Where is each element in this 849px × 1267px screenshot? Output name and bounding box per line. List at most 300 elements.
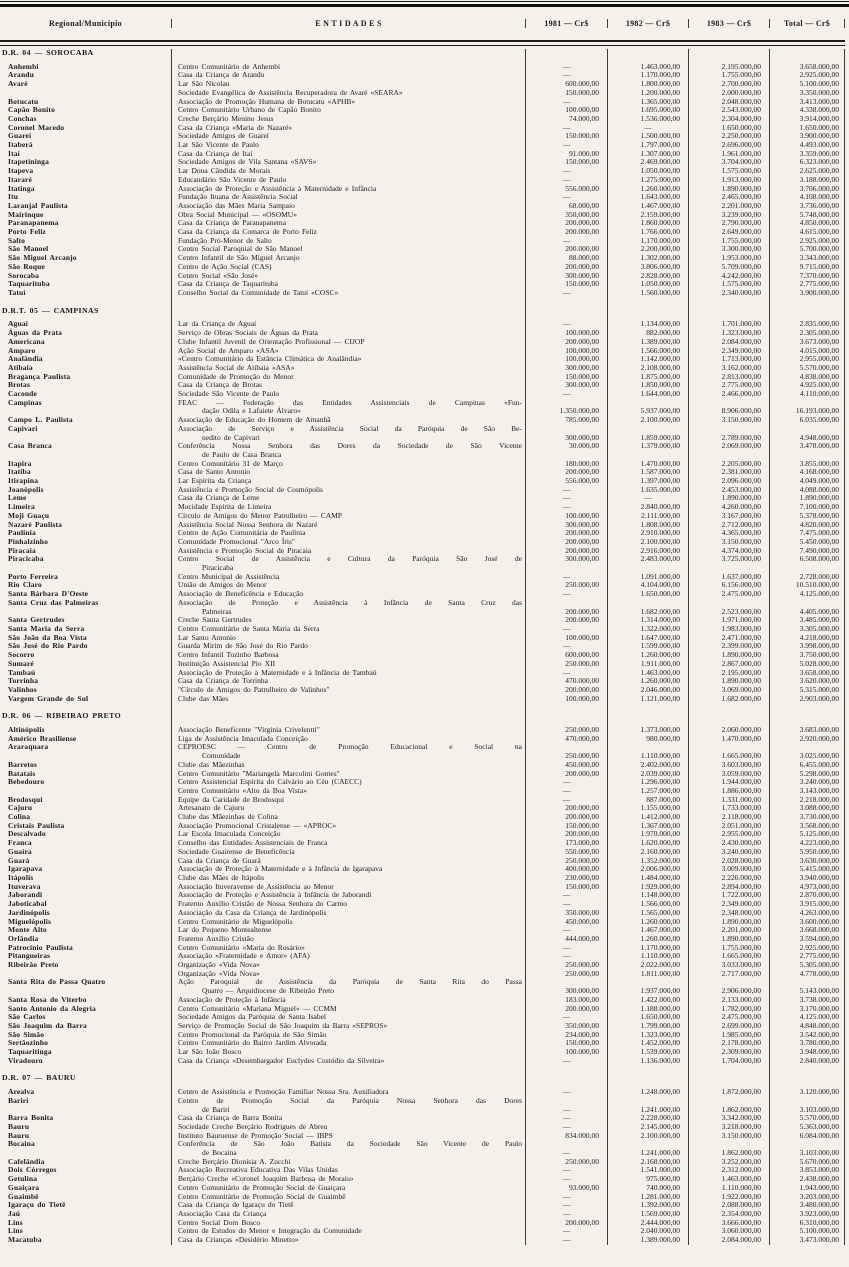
section-empty-cell bbox=[688, 307, 769, 316]
table-row bbox=[0, 686, 845, 695]
table-row bbox=[0, 555, 845, 572]
value-1983-cell: 2.205.000,00 bbox=[688, 460, 769, 469]
value-1983-cell: 2.354.000,00 bbox=[688, 1210, 769, 1219]
section-empty-cell bbox=[688, 712, 769, 721]
value-total-cell: 3.780.000,00 bbox=[769, 1039, 845, 1048]
spacer-cell bbox=[769, 298, 845, 307]
section-empty-cell bbox=[607, 49, 688, 58]
value-1983-cell: 4.365.000,00 bbox=[688, 529, 769, 538]
value-1982-cell: 1.647.000,00 bbox=[607, 634, 688, 643]
value-1982-cell: 1.937.000,00 bbox=[607, 978, 688, 995]
municipality-cell: Monte Alto bbox=[8, 925, 47, 935]
table-row bbox=[0, 651, 845, 660]
value-1982-cell: 1.808.000,00 bbox=[607, 521, 688, 530]
value-1983-cell: 2.466.000,00 bbox=[688, 390, 769, 399]
value-1983-cell: 1.922.000,00 bbox=[688, 1193, 769, 1202]
value-total-cell: 3.915.000,00 bbox=[769, 900, 845, 909]
value-total-cell: 4.778.000,00 bbox=[769, 970, 845, 979]
section-title: D.R. 07 — BAURU bbox=[2, 1073, 76, 1083]
value-1981-cell: — bbox=[525, 926, 607, 935]
value-1983-cell: 2.048.000,00 bbox=[688, 98, 769, 107]
entity-line: Centro Promocional da Paróquia de São Simão bbox=[178, 1029, 327, 1039]
value-1982-cell: 1.134.000,00 bbox=[607, 320, 688, 329]
value-1981-cell: 200.000,00 bbox=[525, 616, 607, 625]
entity-line: Associação de Educação do Homem de Amanhã bbox=[178, 415, 331, 425]
value-total-cell: 3.343.000,00 bbox=[769, 254, 845, 263]
value-1983-cell: 1.733.000,00 bbox=[688, 804, 769, 813]
value-1983-cell: 1.665.000,00 bbox=[688, 952, 769, 961]
value-1981-cell: — bbox=[525, 642, 607, 651]
section-title: D.R. 06 — RIBEIRAO PRETO bbox=[2, 711, 122, 721]
value-1983-cell: 1.650.000,00 bbox=[688, 124, 769, 133]
spacer-cell bbox=[525, 703, 607, 712]
table-row bbox=[0, 193, 845, 202]
municipality-cell: Capivari bbox=[8, 423, 38, 433]
entity-line: Comunidade de Promoção do Menor bbox=[178, 371, 294, 381]
value-total-cell: 5.315.000,00 bbox=[769, 686, 845, 695]
value-1983-cell: 2.789.000,00 bbox=[688, 425, 769, 442]
header-total: Total — Cr$ bbox=[769, 19, 845, 28]
value-1982-cell: 2.111.000,00 bbox=[607, 512, 688, 521]
value-1982-cell: 1.188.000,00 bbox=[607, 1005, 688, 1014]
table-row bbox=[0, 289, 845, 298]
value-1982-cell: 1.650.000,00 bbox=[607, 590, 688, 599]
entity-line: Sociedade Creche Berçário Rodrigues de Abreu bbox=[178, 1121, 328, 1131]
municipality-cell: Nazaré Paulista bbox=[8, 519, 63, 529]
value-total-cell: 4.925.000,00 bbox=[769, 381, 845, 390]
value-1981-cell: 600.000,00 bbox=[525, 651, 607, 660]
value-1983-cell: 3.150.000,00 bbox=[688, 538, 769, 547]
municipality-cell: Jaboticabal bbox=[8, 899, 47, 909]
entity-line: Obra Social Municipal — «OSOMU» bbox=[178, 209, 297, 219]
value-1982-cell: 1.850.000,00 bbox=[607, 381, 688, 390]
municipality-cell: Sumaré bbox=[8, 658, 34, 668]
municipality-cell: Macatuba bbox=[8, 1235, 42, 1245]
value-1982-cell: 4.104.000,00 bbox=[607, 581, 688, 590]
entity-line: Assistência e Promoção Social de Cosmópolis bbox=[178, 484, 323, 494]
value-1983-cell: 1.701.000,00 bbox=[688, 320, 769, 329]
value-1981-cell: 200.000,00 bbox=[525, 686, 607, 695]
value-1982-cell: 1.373.000,00 bbox=[607, 726, 688, 735]
value-1983-cell: 1.755.000,00 bbox=[688, 944, 769, 953]
value-total-cell: 3.914.000,00 bbox=[769, 115, 845, 124]
value-1983-cell: 2.195.000,00 bbox=[688, 669, 769, 678]
table-row bbox=[0, 1236, 845, 1245]
municipality-cell: Itatinga bbox=[8, 183, 35, 193]
municipality-cell: Guaimbê bbox=[8, 1191, 39, 1201]
value-total-cell: 3.750.000,00 bbox=[769, 651, 845, 660]
value-1982-cell: 1.392.000,00 bbox=[607, 1201, 688, 1210]
value-1982-cell: 1.397.000,00 bbox=[607, 477, 688, 486]
municipality-cell: Conchas bbox=[8, 113, 37, 123]
entity-line: Centro Comunitário «Alto da Boa Vista» bbox=[178, 785, 307, 795]
value-1983-cell: 2.133.000,00 bbox=[688, 996, 769, 1005]
value-1981-cell: 180.000,00 bbox=[525, 460, 607, 469]
table-row bbox=[0, 237, 845, 246]
entity-line: Instituição Assistencial Pio XII bbox=[178, 658, 276, 668]
table-row bbox=[0, 1123, 845, 1132]
value-total-cell: 2.920.000,00 bbox=[769, 735, 845, 744]
table-row bbox=[0, 320, 845, 329]
value-total-cell: 3.658.000,00 bbox=[769, 63, 845, 72]
value-1983-cell: 1.961.000,00 bbox=[688, 150, 769, 159]
value-total-cell: 5.298.000,00 bbox=[769, 770, 845, 779]
value-1983-cell: 2.060.000,00 bbox=[688, 726, 769, 735]
table-row bbox=[0, 89, 845, 98]
municipality-cell: Santa Maria da Serra bbox=[8, 624, 85, 633]
municipality-cell: São Roque bbox=[8, 261, 45, 271]
value-1982-cell: 1.260.000,00 bbox=[607, 918, 688, 927]
value-1982-cell: 2.483.000,00 bbox=[607, 555, 688, 572]
value-1981-cell: 200.000,00 bbox=[525, 830, 607, 839]
value-total-cell: 4.108.000,00 bbox=[769, 193, 845, 202]
table-row bbox=[0, 634, 845, 643]
value-1981-cell: 200.000,00 bbox=[525, 813, 607, 822]
table-row bbox=[0, 228, 845, 237]
entity-line: Casa da Criança da Comarca de Porto Feliz bbox=[178, 227, 317, 237]
value-1982-cell: 1.241.000,00 bbox=[607, 1097, 688, 1114]
entity-cell bbox=[171, 743, 525, 760]
entity-line: Fundação Pró-Menor de Salto bbox=[178, 235, 272, 245]
value-1982-cell: 975.000,00 bbox=[607, 1175, 688, 1184]
municipality-cell: Campinas bbox=[8, 397, 42, 407]
municipality-cell: Getulina bbox=[8, 1174, 38, 1184]
value-1983-cell: 2.955.000,00 bbox=[688, 830, 769, 839]
value-total-cell: 5.125.000,00 bbox=[769, 830, 845, 839]
municipality-cell: Mairinque bbox=[8, 209, 44, 219]
value-1981-cell: — bbox=[525, 573, 607, 582]
municipality-cell: Jardinópolis bbox=[8, 907, 50, 917]
value-1982-cell: 1.200.000,00 bbox=[607, 89, 688, 98]
municipality-cell: São Simão bbox=[8, 1029, 45, 1039]
value-1982-cell: 1.260.000,00 bbox=[607, 185, 688, 194]
municipality-cell: Aguaí bbox=[8, 319, 28, 329]
value-1981-cell: 250.000,00 bbox=[525, 970, 607, 979]
value-1981-cell: — bbox=[525, 98, 607, 107]
table-row bbox=[0, 1158, 845, 1167]
value-1981-cell: — bbox=[525, 787, 607, 796]
municipality-cell: Joanópolis bbox=[8, 484, 44, 494]
value-1981-cell: 300.000,00 bbox=[525, 272, 607, 281]
value-1983-cell: 2.523.000,00 bbox=[688, 599, 769, 616]
entity-cell bbox=[171, 1057, 525, 1066]
municipality-cell: Itaberá bbox=[8, 140, 33, 150]
section-empty-cell bbox=[171, 307, 525, 316]
table-row bbox=[0, 254, 845, 263]
value-1983-cell: 3.060.000,00 bbox=[688, 1227, 769, 1236]
value-total-cell: 1.650.000,00 bbox=[769, 124, 845, 133]
municipality-cell: Ituverava bbox=[8, 881, 41, 891]
value-1981-cell: 100.000,00 bbox=[525, 355, 607, 364]
value-1983-cell: 3.239.000,00 bbox=[688, 211, 769, 220]
value-1982-cell: 2.910.000,00 bbox=[607, 529, 688, 538]
municipality-cell: Sertãozinho bbox=[8, 1038, 48, 1048]
entity-line: Associação de Promoção Humana de Botucatu «APHB» bbox=[178, 96, 356, 106]
section-title: D.R.T. 05 — CAMPINAS bbox=[2, 305, 99, 315]
value-1982-cell: 1.352.000,00 bbox=[607, 857, 688, 866]
value-1982-cell: 1.323.000,00 bbox=[607, 1031, 688, 1040]
value-1982-cell: 2.040.000,00 bbox=[607, 1227, 688, 1236]
table-row bbox=[0, 883, 845, 892]
municipality-cell: Orlândia bbox=[8, 933, 39, 943]
value-1983-cell: 1.862.000,00 bbox=[688, 1097, 769, 1114]
municipality-cell: Tatuí bbox=[8, 287, 26, 297]
value-total-cell: 4.125.000,00 bbox=[769, 1013, 845, 1022]
value-1982-cell: 2.100.000,00 bbox=[607, 416, 688, 425]
section-empty-cell bbox=[525, 49, 607, 58]
entity-line: União de Amigos do Menor bbox=[178, 580, 267, 590]
table-row bbox=[0, 660, 845, 669]
value-total-cell: 2.925.000,00 bbox=[769, 237, 845, 246]
municipality-cell: Descalvado bbox=[8, 829, 46, 839]
municipality-cell: Vargem Grande do Sul bbox=[8, 693, 89, 703]
table-row bbox=[0, 185, 845, 194]
value-1981-cell: 300.000,00 bbox=[525, 364, 607, 373]
municipality-cell: Torrinha bbox=[8, 676, 39, 686]
section-title: D.R. 04 — SOROCABA bbox=[2, 48, 94, 57]
entity-line: Clube Infantil Juvenil de Orientação Profissional — CIJOP bbox=[178, 336, 365, 346]
value-1983-cell: 2.226.000,00 bbox=[688, 874, 769, 883]
entity-line: Assistência Social Nossa Senhora de Nazaré bbox=[178, 519, 318, 529]
value-1983-cell: 2.717.000,00 bbox=[688, 970, 769, 979]
value-1981-cell: — bbox=[525, 625, 607, 634]
value-1981-cell: 300.000,00 bbox=[525, 521, 607, 530]
value-total-cell: 5.143.000,00 bbox=[769, 978, 845, 995]
table-row bbox=[0, 494, 845, 503]
value-1982-cell: 1.620.000,00 bbox=[607, 839, 688, 848]
value-1981-cell: 100.000,00 bbox=[525, 347, 607, 356]
value-1983-cell: 3.666.000,00 bbox=[688, 1219, 769, 1228]
value-1983-cell: 2.399.000,00 bbox=[688, 642, 769, 651]
table-row bbox=[0, 669, 845, 678]
entity-line: Ação Paroquial de Assistência da Paróquia de Santa Rita do Passa bbox=[178, 977, 522, 987]
table-row bbox=[0, 642, 845, 651]
entity-line: Associação de Beneficência e Educação bbox=[178, 589, 304, 599]
value-1982-cell: — bbox=[607, 494, 688, 503]
value-total-cell: 4.218.000,00 bbox=[769, 634, 845, 643]
value-1982-cell: 1.302.000,00 bbox=[607, 254, 688, 263]
value-1983-cell: 2.894.000,00 bbox=[688, 883, 769, 892]
municipality-cell: Caconde bbox=[8, 389, 37, 399]
value-1982-cell: 2.444.000,00 bbox=[607, 1219, 688, 1228]
municipality-cell: Guaiçara bbox=[8, 1182, 40, 1192]
value-1982-cell: 1.800.000,00 bbox=[607, 80, 688, 89]
entity-line: Centro Infantil de São Miguel Arcanjo bbox=[178, 253, 300, 263]
spacer-cell bbox=[607, 298, 688, 307]
value-total-cell: 3.940.000,00 bbox=[769, 874, 845, 883]
value-1982-cell: 887.000,00 bbox=[607, 796, 688, 805]
table-row bbox=[0, 822, 845, 831]
entity-line: Associação de Proteção à Infância bbox=[178, 994, 286, 1004]
value-1982-cell: 1.650.000,00 bbox=[607, 1013, 688, 1022]
table-row bbox=[0, 202, 845, 211]
value-total-cell: 2.305.000,00 bbox=[769, 329, 845, 338]
value-total-cell: 3.668.000,00 bbox=[769, 926, 845, 935]
value-total-cell: 2.903.000,00 bbox=[769, 695, 845, 704]
entity-line: Centro Municipal de Assistência bbox=[178, 571, 280, 581]
value-total-cell: 4.493.000,00 bbox=[769, 141, 845, 150]
value-1982-cell: 980.000,00 bbox=[607, 735, 688, 744]
spacer-cell bbox=[171, 703, 525, 712]
value-1983-cell: 2.340.000,00 bbox=[688, 289, 769, 298]
value-1982-cell: 1.566.000,00 bbox=[607, 900, 688, 909]
value-1983-cell: 1.713.000,00 bbox=[688, 355, 769, 364]
value-total-cell: 3.620.000,00 bbox=[769, 677, 845, 686]
spacer-cell bbox=[769, 703, 845, 712]
value-1983-cell: 1.890.000,00 bbox=[688, 494, 769, 503]
municipality-cell: São Joaquim da Barra bbox=[8, 1020, 87, 1030]
municipality-cell: Santa Gertrudes bbox=[8, 615, 65, 625]
value-total-cell: 3.359.000,00 bbox=[769, 150, 845, 159]
table-row bbox=[0, 460, 845, 469]
entity-line: Centro Comunitário "Mariangela Marcolini Gomes" bbox=[178, 768, 340, 778]
value-1982-cell: 1.929.000,00 bbox=[607, 883, 688, 892]
municipality-cell: Paranapanema bbox=[8, 218, 59, 228]
table-row bbox=[0, 1048, 845, 1057]
entity-line: Conferência de São João Batista da Sociedade São Vicente de Paulo bbox=[178, 1139, 522, 1149]
table-row bbox=[0, 918, 845, 927]
value-1981-cell: — bbox=[525, 141, 607, 150]
value-1981-cell: — bbox=[525, 796, 607, 805]
value-total-cell: 2.840.000,00 bbox=[769, 1057, 845, 1066]
value-1981-cell: — bbox=[525, 944, 607, 953]
value-1981-cell: 400.000,00 bbox=[525, 865, 607, 874]
municipality-cell: Taquaritinga bbox=[8, 1047, 52, 1057]
table-row bbox=[0, 1166, 845, 1175]
municipality-cell: Águas da Prata bbox=[8, 328, 63, 338]
value-1982-cell: 1.275.000,00 bbox=[607, 176, 688, 185]
value-1983-cell: 2.069.000,00 bbox=[688, 442, 769, 459]
entity-line: Centro Comunitário do Bairro Jardim Alvorada bbox=[178, 1038, 327, 1048]
value-total-cell: 4.338.000,00 bbox=[769, 106, 845, 115]
value-1981-cell: 200.000,00 bbox=[525, 599, 607, 616]
municipality-cell: Guará bbox=[8, 855, 30, 865]
entity-line: «Centro Comunitário da Estância Climática de Analândia» bbox=[178, 354, 362, 364]
entity-line: Casa da Criança de Leme bbox=[178, 493, 260, 503]
entity-line: Associação Casa da Criança bbox=[178, 1209, 267, 1218]
municipality-cell: Cajuru bbox=[8, 803, 33, 813]
municipality-cell: Patrocínio Paulista bbox=[8, 942, 73, 952]
municipality-cell: Lins bbox=[8, 1217, 23, 1227]
value-1982-cell: 1.314.000,00 bbox=[607, 616, 688, 625]
value-1981-cell: 200.000,00 bbox=[525, 245, 607, 254]
entity-cell bbox=[171, 978, 525, 995]
value-total-cell: 5.363.000,00 bbox=[769, 1123, 845, 1132]
municipality-cell: Miguelópolis bbox=[8, 916, 52, 926]
value-1983-cell: 2.775.000,00 bbox=[688, 381, 769, 390]
value-1982-cell: 2.022.000,00 bbox=[607, 961, 688, 970]
section-row bbox=[0, 49, 845, 58]
entity-line: Centro Social Paroquial de São Manoel bbox=[178, 244, 303, 254]
value-1982-cell: 1.635.000,00 bbox=[607, 486, 688, 495]
entity-line: Associação Promocional Cristalense — «APROC» bbox=[178, 820, 337, 830]
value-1983-cell: 2.028.000,00 bbox=[688, 857, 769, 866]
entity-line: Lar Espírita da Criança bbox=[178, 476, 252, 486]
value-1983-cell: 2.178.000,00 bbox=[688, 1039, 769, 1048]
municipality-cell: São José do Rio Pardo bbox=[8, 641, 88, 651]
entity-line: Instituto Bauruense de Promoção Social — IBPS bbox=[178, 1130, 333, 1140]
value-1983-cell: 1.755.000,00 bbox=[688, 237, 769, 246]
entity-line: Centro Comunitário de Santa Maria da Serra bbox=[178, 624, 320, 633]
entity-line: Ação Social de Amparo «ASA» bbox=[178, 345, 279, 355]
municipality-cell: Botucatu bbox=[8, 96, 39, 106]
table-row bbox=[0, 486, 845, 495]
table-row bbox=[0, 477, 845, 486]
value-1981-cell: 300.000,00 bbox=[525, 425, 607, 442]
value-total-cell: 3.730.000,00 bbox=[769, 813, 845, 822]
table-row bbox=[0, 263, 845, 272]
value-1982-cell: 1.539.000,00 bbox=[607, 1048, 688, 1057]
entity-line: Centro Infantil Tozinho Barbosa bbox=[178, 650, 279, 660]
municipality-cell: Itatiba bbox=[8, 467, 31, 477]
section-row bbox=[0, 1074, 845, 1083]
municipality-cell: Santa Cruz das Palmeiras bbox=[8, 597, 99, 607]
spacer-cell bbox=[607, 703, 688, 712]
table-row bbox=[0, 778, 845, 787]
value-1982-cell: 1.248.000,00 bbox=[607, 1088, 688, 1097]
value-1981-cell: 444.000,00 bbox=[525, 935, 607, 944]
table-row bbox=[0, 743, 845, 760]
table-row bbox=[0, 787, 845, 796]
table-row bbox=[0, 63, 845, 72]
entity-line: Sociedade Evangélica de Assistência Recuperadora de Avaré «SEARA» bbox=[178, 87, 403, 97]
table-row bbox=[0, 1210, 845, 1219]
value-total-cell: 3.673.000,00 bbox=[769, 338, 845, 347]
value-1981-cell: — bbox=[525, 494, 607, 503]
value-1982-cell: 1.257.000,00 bbox=[607, 787, 688, 796]
entity-line: Centro de Estudos do Menor e Integração da Comunidade bbox=[178, 1226, 362, 1236]
value-total-cell: 3.568.000,00 bbox=[769, 822, 845, 831]
value-total-cell: 1.943.000,00 bbox=[769, 1184, 845, 1193]
value-1983-cell: 1.944.000,00 bbox=[688, 778, 769, 787]
table-row bbox=[0, 926, 845, 935]
value-1983-cell: 3.300.000,00 bbox=[688, 245, 769, 254]
value-1981-cell: 250.000,00 bbox=[525, 581, 607, 590]
value-1982-cell: 1.260.000,00 bbox=[607, 677, 688, 686]
value-1981-cell: 250.000,00 bbox=[525, 726, 607, 735]
entity-line: Casa da Criança de Barra Bonita bbox=[178, 1113, 283, 1123]
value-total-cell: 5.670.000,00 bbox=[769, 1158, 845, 1167]
value-1982-cell: 2.159.000,00 bbox=[607, 211, 688, 220]
entity-line: Guarda Mirim de São José do Rio Pardo bbox=[178, 641, 308, 651]
value-total-cell: 4.973.000,00 bbox=[769, 883, 845, 892]
table-row bbox=[0, 857, 845, 866]
value-1981-cell: 183.000,00 bbox=[525, 996, 607, 1005]
value-1982-cell: 1.470.000,00 bbox=[607, 460, 688, 469]
value-total-cell: 2.625.000,00 bbox=[769, 167, 845, 176]
value-total-cell: 1.890.000,00 bbox=[769, 494, 845, 503]
value-1983-cell: 3.240.000,00 bbox=[688, 848, 769, 857]
municipality-cell: Itapeva bbox=[8, 166, 34, 176]
entity-line: CEPROESC — Centro de Promoção Educacional e Social na bbox=[178, 742, 522, 752]
entity-line: Casa da Criança de Taquarituba bbox=[178, 279, 278, 289]
value-1981-cell: — bbox=[525, 590, 607, 599]
header-regional-municipio: Regional/Municipio bbox=[49, 19, 122, 28]
value-1981-cell: — bbox=[525, 63, 607, 72]
value-1982-cell: 1.860.000,00 bbox=[607, 219, 688, 228]
table-row bbox=[0, 848, 845, 857]
entity-line: Lar Escola Imaculada Conceição bbox=[178, 829, 281, 839]
municipality-cell: Itápolis bbox=[8, 872, 34, 882]
value-1982-cell: 1.422.000,00 bbox=[607, 996, 688, 1005]
municipality-cell: São Manoel bbox=[8, 244, 49, 254]
value-total-cell: 4.850.000,00 bbox=[769, 219, 845, 228]
value-1983-cell: 2.381.000,00 bbox=[688, 468, 769, 477]
value-1981-cell: 100.000,00 bbox=[525, 329, 607, 338]
value-1983-cell: 2.475.000,00 bbox=[688, 590, 769, 599]
municipality-cell: Coronel Macedo bbox=[8, 122, 65, 132]
section-empty-cell bbox=[525, 1074, 607, 1083]
